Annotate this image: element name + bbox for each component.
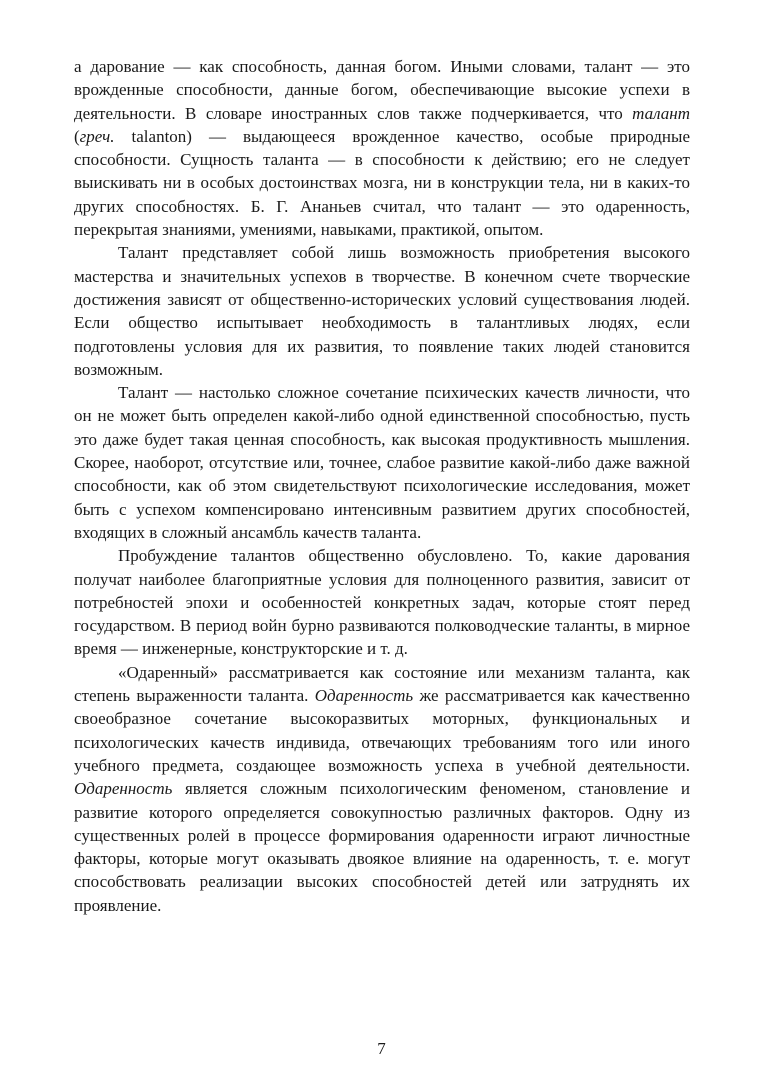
text-run: Талант — настолько сложное сочетание психических качеств личности, что он не может быть определен какой-либо одной единственной способностью, пусть это даже будет такая ценная способность, как высокая продуктивность мышления. Скорее, наоборот, отсутствие или, точнее, слабое развитие какой-либо даже важной способности, как об этом свидетельствуют психологические исследования, может быть с успехом компенсировано интенсивным развитием других способностей, входящих в сложный ансамбль качеств таланта. <box>74 383 690 542</box>
page-body <box>74 55 690 917</box>
text-run: Пробуждение талантов общественно обусловлено. То, какие дарования получат наиболее благоприятные условия для полноценного развития, зависит от потребностей эпохи и особенностей конкретных задач, которые стоят перед государством. В период войн бурно развиваются полководческие таланты, в мирное время — инженерные, конструкторские и т. д. <box>74 546 690 659</box>
text-run: Талант представляет собой лишь возможность приобретения высокого мастерства и значительных успехов в творчестве. В конечном счете творческие достижения зависят от общественно-исторических условий существования людей. Если общество испытывает необходимость в талантливых людях, если подготовлены условия для их развития, то появление таких людей становится возможным. <box>74 243 690 379</box>
paragraph-1 <box>74 55 690 241</box>
italic-abbrev-greek: греч. <box>79 126 115 146</box>
text-run: ( <box>74 126 80 146</box>
paragraph-2 <box>74 241 690 381</box>
italic-term-talant: талант <box>632 103 690 123</box>
italic-term-odarennost: Одаренность <box>314 686 414 706</box>
paragraph-5 <box>74 661 690 917</box>
page-number: 7 <box>377 1039 386 1058</box>
paragraph-3 <box>74 381 690 544</box>
text-run: talanton) — выдающееся врожденное качество, особые природные способности. Сущность таланта — в способности к действию; его не следует выискивать ни в особых достоинствах мозга, ни в конструкции тела, ни в каких-то других способностях. Б. Г. Ананьев считал, что талант — это одаренность, перекрытая знаниями, умениями, навыками, практикой, опытом. <box>74 126 690 240</box>
text-run: «Одаренный» рассматривается как состояние или механизм таланта, как степень выраженности таланта. <box>74 662 690 706</box>
text-run: а дарование — как способность, данная богом. Иными словами, талант — это врожденные способности, данные богом, обеспечивающие высокие успехи в деятельности. В словаре иностранных слов также подчеркивается, что <box>74 57 690 123</box>
text-run: является сложным психологическим феноменом, становление и развитие которого определяется совокупностью различных факторов. Одну из существенных ролей в процессе формирования одаренности играют личностные факторы, которые могут оказывать двоякое влияние на одаренность, т. е. могут способствовать реализации высоких способностей детей или затруднять их проявление. <box>74 779 690 915</box>
text-run: же рассматривается как качественно своеобразное сочетание высокоразвитых моторных, функциональных и психологических качеств индивида, отвечающих требованиям того или иного учебного предмета, создающее возможность успеха в учебной деятельности. <box>74 686 691 775</box>
paragraph-4 <box>74 544 690 660</box>
italic-term-odarennost: Одаренность <box>74 779 173 799</box>
